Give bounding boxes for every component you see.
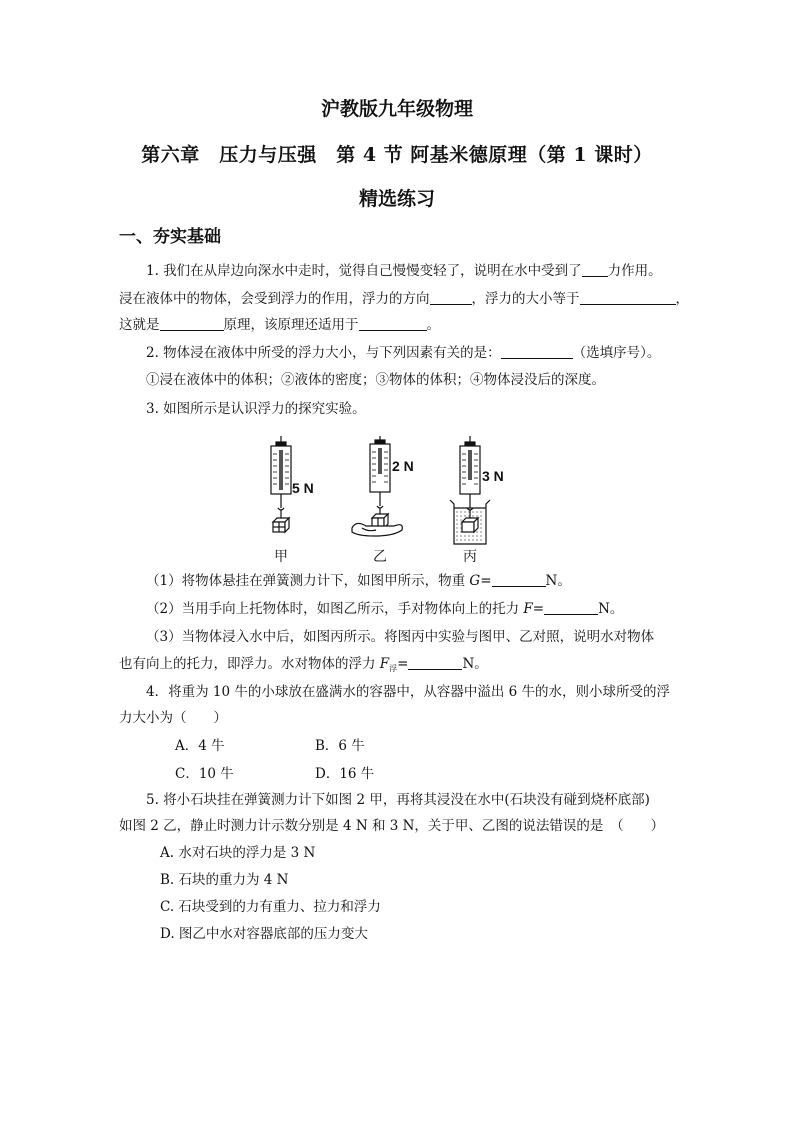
- q3-sub2: [146, 597, 623, 617]
- q3-text: =: [397, 656, 409, 672]
- experiment-figure: [244, 436, 534, 568]
- q5-line2: 如图 2 乙，静止时测力计示数分别是 4 N 和 3 N，关于甲、乙图的说法错误的是 （ ）: [119, 818, 665, 834]
- q3-sub1: [146, 569, 571, 589]
- q1-text: 力作用。: [607, 263, 662, 279]
- q1-text: 1. 我们在从岸边向深水中走时，觉得自己慢慢变轻了，说明在水中受到了: [146, 263, 582, 279]
- q1-line1: [146, 259, 662, 279]
- q2-blank[interactable]: [501, 344, 573, 359]
- q4-line1: 4．将重为 10 牛的小球放在盛满水的容器中，从容器中溢出 6 牛的水，则小球所受的浮: [146, 684, 671, 700]
- subscript-float: 浮: [389, 664, 398, 673]
- q4-option-a[interactable]: A．4 牛: [175, 738, 225, 754]
- q3-blank-2[interactable]: [544, 600, 598, 615]
- q2-text: （选填序号）。: [572, 345, 661, 361]
- q5-option-a[interactable]: A. 水对石块的浮力是 3 N: [160, 845, 316, 861]
- q3-text: N。: [545, 573, 571, 589]
- reading-bing: 3 N: [482, 468, 504, 484]
- q5-option-d[interactable]: D. 图乙中水对容器底部的压力变大: [160, 926, 368, 942]
- q1-blank-5[interactable]: [359, 316, 427, 331]
- q3-blank-1[interactable]: [492, 572, 546, 587]
- q3-text: =: [532, 601, 545, 617]
- q4-option-d[interactable]: D．16 牛: [315, 766, 375, 782]
- q5-option-b[interactable]: B. 石块的重力为 4 N: [160, 872, 289, 888]
- q1-text: ，: [675, 291, 689, 307]
- q1-text: 这就是: [119, 317, 160, 333]
- q1-blank-4[interactable]: [160, 316, 224, 331]
- q3-text: N。: [598, 601, 624, 617]
- q1-blank-2[interactable]: [430, 290, 472, 305]
- q4-line2: 力大小为（ ）: [119, 710, 227, 726]
- q2-line1: [146, 341, 660, 361]
- section-heading: 一、夯实基础: [119, 227, 221, 247]
- q3-text: （2）当用手向上托物体时，如图乙所示，手对物体向上的托力: [146, 601, 524, 617]
- q4-option-c[interactable]: C．10 牛: [175, 766, 234, 782]
- q3-text: =: [480, 573, 492, 589]
- q3-text: N。: [462, 656, 488, 672]
- q2-line2: ①浸在液体中的体积；②液体的密度；③物体的体积；④物体浸没后的深度。: [146, 372, 605, 388]
- var-f-float: F: [379, 656, 390, 672]
- exercise-title: 精选练习: [358, 188, 435, 210]
- spring-scale-jia: [271, 436, 291, 532]
- spring-scale-yi: [352, 436, 402, 536]
- q4-option-b[interactable]: B．6 牛: [315, 738, 365, 754]
- q5-line1: 5. 将小石块挂在弹簧测力计下如图 2 甲，再将其浸没在水中(石块没有碰到烧杯底部): [146, 792, 650, 808]
- figure-label-bing: 丙: [463, 549, 477, 565]
- q1-text: 。: [426, 317, 440, 333]
- var-g: G: [469, 573, 481, 589]
- q1-blank-1[interactable]: [582, 262, 608, 277]
- q5-option-c[interactable]: C. 石块受到的力有重力、拉力和浮力: [160, 899, 381, 915]
- q1-text: ，浮力的大小等于: [471, 291, 580, 307]
- reading-jia: 5 N: [292, 480, 314, 496]
- q1-text: 浸在液体中的物体，会受到浮力的作用，浮力的方向: [119, 291, 430, 307]
- q1-line2: [119, 287, 689, 307]
- figure-label-jia: 甲: [274, 549, 288, 565]
- q2-text: 2. 物体浸在液体中所受的浮力大小，与下列因素有关的是：: [146, 345, 501, 361]
- q3-sub3-line2: [119, 652, 488, 674]
- q3-text: （1）将物体悬挂在弹簧测力计下，如图甲所示，物重: [146, 573, 470, 589]
- q1-blank-3[interactable]: [580, 290, 676, 305]
- spring-scale-bing: [450, 436, 490, 544]
- var-f: F: [523, 601, 533, 617]
- q3-sub3-line1: （3）当物体浸入水中后，如图丙所示。将图丙中实验与图甲、乙对照，说明水对物体: [146, 629, 655, 645]
- q3-stem: 3. 如图所示是认识浮力的探究实验。: [146, 401, 366, 417]
- q3-text: 也有向上的托力，即浮力。水对物体的浮力: [119, 656, 380, 672]
- q1-text: 原理，该原理还适用于: [223, 317, 359, 333]
- q1-line3: [119, 313, 440, 333]
- reading-yi: 2 N: [392, 458, 414, 474]
- figure-label-yi: 乙: [373, 549, 387, 565]
- q3-blank-3[interactable]: [408, 655, 462, 670]
- document-title: 沪教版九年级物理: [320, 98, 473, 120]
- chapter-title: 第六章 压力与压强 第 4 节 阿基米德原理（第 1 课时）: [141, 144, 653, 166]
